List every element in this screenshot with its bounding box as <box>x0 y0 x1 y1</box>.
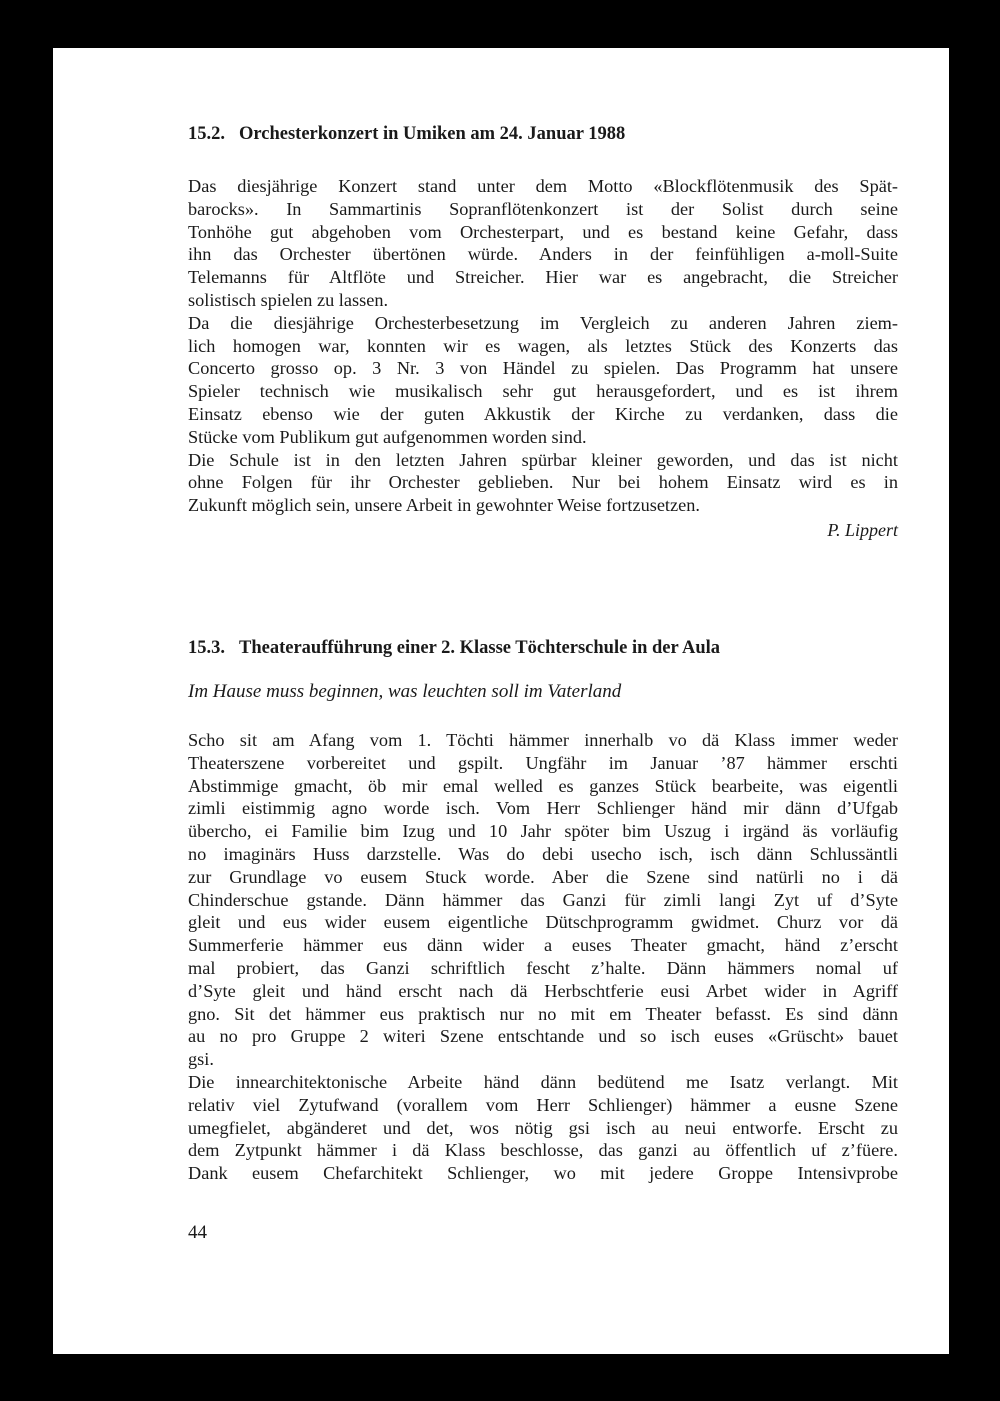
text-line: Da die diesjährige Orchesterbesetzung im Vergleich zu anderen Jahren ziem- <box>188 312 898 333</box>
text-line: Spieler technisch wie musikalisch sehr gut herausgefordert, und es ist ihrem <box>188 381 898 402</box>
text-line: Zukunft möglich sein, unsere Arbeit in gewohnter Weise fortzusetzen. <box>188 495 700 516</box>
text-line: Dank eusem Chefarchitekt Schlienger, wo mit jedere Groppe Intensivprobe <box>188 1163 898 1184</box>
author-signature: P. Lippert <box>827 520 898 540</box>
section-title: Orchesterkonzert in Umiken am 24. Januar 1988 <box>239 124 626 144</box>
text-line: Summerferie hämmer eus dänn wider a euses Theater gmacht, händ z’erscht <box>188 935 898 956</box>
text-line: dem Zytpunkt hämmer i dä Klass beschlosse, das ganzi au öffentlich uf z’füere. <box>188 1140 898 1161</box>
text-line: barocks». In Sammartinis Sopranflötenkonzert ist der Solist durch seine <box>188 198 898 219</box>
text-line: Einsatz ebenso wie der guten Akkustik der Kirche zu verdanken, dass die <box>188 403 898 424</box>
text-line: Telemanns für Altflöte und Streicher. Hier war es angebracht, die Streicher <box>188 267 898 288</box>
section-heading-orchesterkonzert <box>188 122 625 146</box>
text-line: zur Grundlage vo eusem Stuck worde. Aber die Szene sind natürli no i dä <box>188 866 898 887</box>
text-line: gleit und eus wider eusem eigentliche Dütschprogramm gwidmet. Churz vor dä <box>188 912 898 933</box>
page-number: 44 <box>188 1222 207 1243</box>
text-line: Concerto grosso op. 3 Nr. 3 von Händel zu spielen. Das Programm hat unsere <box>188 358 898 379</box>
text-line: solistisch spielen zu lassen. <box>188 289 389 310</box>
text-line: Theaterszene vorbereitet und gspilt. Ungfähr im Januar ’87 hämmer erschti <box>188 752 898 773</box>
section-number: 15.3. <box>188 638 225 658</box>
text-line: ihn das Orchester übertönen würde. Anders in der feinfühligen a-moll-Suite <box>188 244 898 265</box>
text-line: lich homogen war, konnten wir es wagen, als letztes Stück des Konzerts das <box>188 335 898 356</box>
orchesterkonzert-text <box>188 175 898 517</box>
text-line: zimli eistimmig agno worde isch. Vom Herr Schlienger händ mir dänn d’Ufgab <box>188 798 898 819</box>
text-line: Stücke vom Publikum gut aufgenommen worden sind. <box>188 426 587 447</box>
text-line: Abstimmige gmacht, öb mir emal welled es ganzes Stück bearbeite, was eigentli <box>188 775 898 796</box>
text-line: übercho, ei Familie bim Izug und 10 Jahr spöter bim Uszug i irgänd äs vorläufig <box>188 821 898 842</box>
text-line: Die Schule ist in den letzten Jahren spürbar kleiner geworden, und das ist nicht <box>188 449 898 470</box>
text-line: no imaginärs Huss darzstelle. Was do debi usecho isch, isch dänn Schlussäntli <box>188 843 898 864</box>
section-number: 15.2. <box>188 124 225 144</box>
section-motto: Im Hause muss beginnen, was leuchten soll im Vaterland <box>188 681 622 702</box>
text-line: Tonhöhe gut abgehoben vom Orchesterpart, und es bestand keine Gefahr, dass <box>188 221 898 242</box>
text-line: Die innearchitektonische Arbeite händ dänn bedütend me Isatz verlangt. Mit <box>188 1071 898 1092</box>
text-line: au no pro Gruppe 2 witeri Szene entschtande und so isch euses «Grüscht» bauet <box>188 1026 898 1047</box>
section-heading-theater <box>188 636 720 660</box>
text-line: umegfielet, abgänderet und det, wos nötig gsi isch au neui entworfe. Erscht zu <box>188 1117 898 1138</box>
theater-text <box>188 729 898 1185</box>
text-line: relativ viel Zytufwand (vorallem vom Herr Schlienger) hämmer a eusne Szene <box>188 1094 898 1115</box>
text-line: mal probiert, das Ganzi schriftlich fescht z’halte. Dänn hämmers nomal uf <box>188 957 898 978</box>
text-line: Scho sit am Afang vom 1. Töchti hämmer innerhalb vo dä Klass immer weder <box>188 730 898 750</box>
document-page <box>53 48 949 1354</box>
text-line: Chinderschue gstande. Dänn hämmer das Ganzi für zimli langi Zyt uf d’Syte <box>188 889 898 910</box>
text-line: gsi. <box>188 1049 214 1070</box>
text-line: ohne Folgen für ihr Orchester geblieben. Nur bei hohem Einsatz wird es in <box>188 472 898 493</box>
text-line: d’Syte gleit und händ erscht nach dä Herbschtferie eusi Arbet wider in Agriff <box>188 980 898 1001</box>
section-title: Theateraufführung einer 2. Klasse Töchterschule in der Aula <box>239 638 721 658</box>
text-line: Das diesjährige Konzert stand unter dem Motto «Blockflötenmusik des Spät- <box>188 176 898 196</box>
text-line: gno. Sit det hämmer eus praktisch nur no mit em Theater befasst. Es sind dänn <box>188 1003 898 1024</box>
